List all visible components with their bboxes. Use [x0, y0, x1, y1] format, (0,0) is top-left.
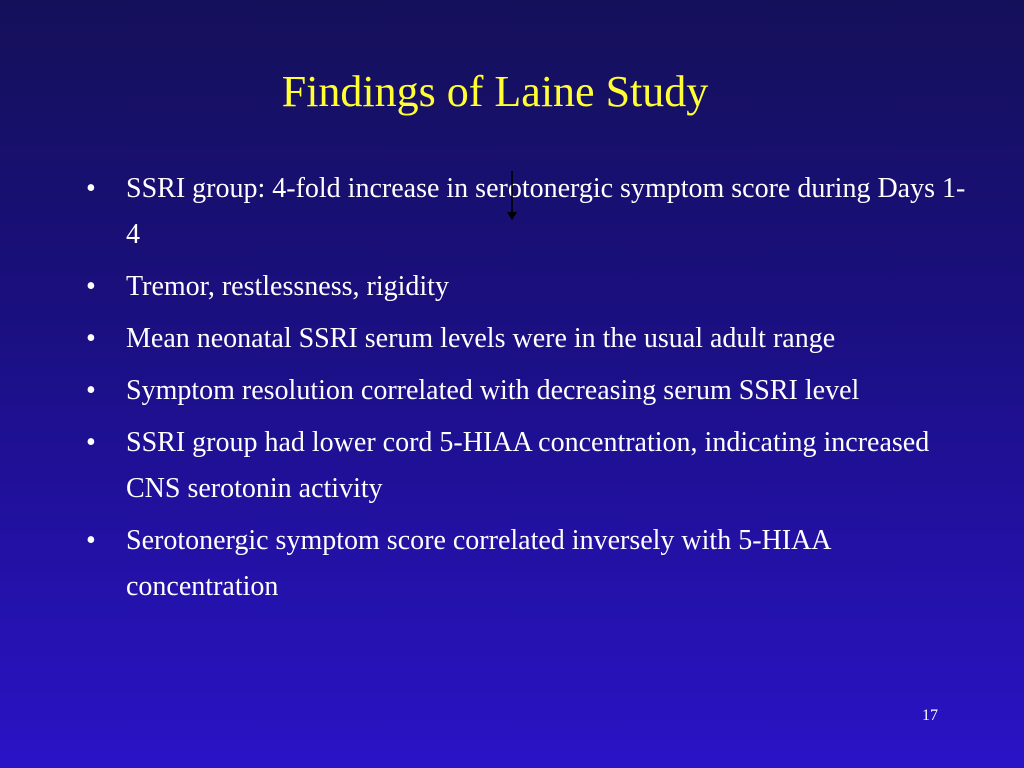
slide-number: 17	[922, 707, 938, 724]
slide-title: Findings of Laine Study	[281, 67, 709, 116]
bullet-dot: •	[86, 375, 96, 406]
down-arrow-icon	[505, 171, 519, 221]
bullet-dot: •	[86, 173, 96, 204]
bullet-item	[86, 316, 966, 362]
bullet-item	[86, 420, 966, 512]
bullet-item	[86, 166, 966, 258]
bullet-dot: •	[86, 323, 96, 354]
bullet-text: Tremor, restlessness, rigidity	[126, 271, 449, 302]
bullet-list	[86, 166, 966, 616]
bullet-text: Mean neonatal SSRI serum levels were in the usual adult range	[126, 323, 836, 354]
bullet-text: Symptom resolution correlated with decreasing serum SSRI level	[126, 375, 860, 406]
bullet-dot: •	[86, 525, 96, 556]
bullet-text: SSRI group: 4-fold increase in serotonergic symptom score during Days 1-4	[126, 173, 966, 250]
bullet-dot: •	[86, 271, 96, 302]
bullet-text: SSRI group had lower cord 5-HIAA concentration, indicating increased CNS serotonin activity	[126, 427, 930, 504]
bullet-item	[86, 368, 966, 414]
bullet-text: Serotonergic symptom score correlated inversely with 5-HIAA concentration	[126, 525, 830, 602]
bullet-item	[86, 518, 966, 610]
bullet-dot: •	[86, 427, 96, 458]
bullet-item	[86, 264, 966, 310]
